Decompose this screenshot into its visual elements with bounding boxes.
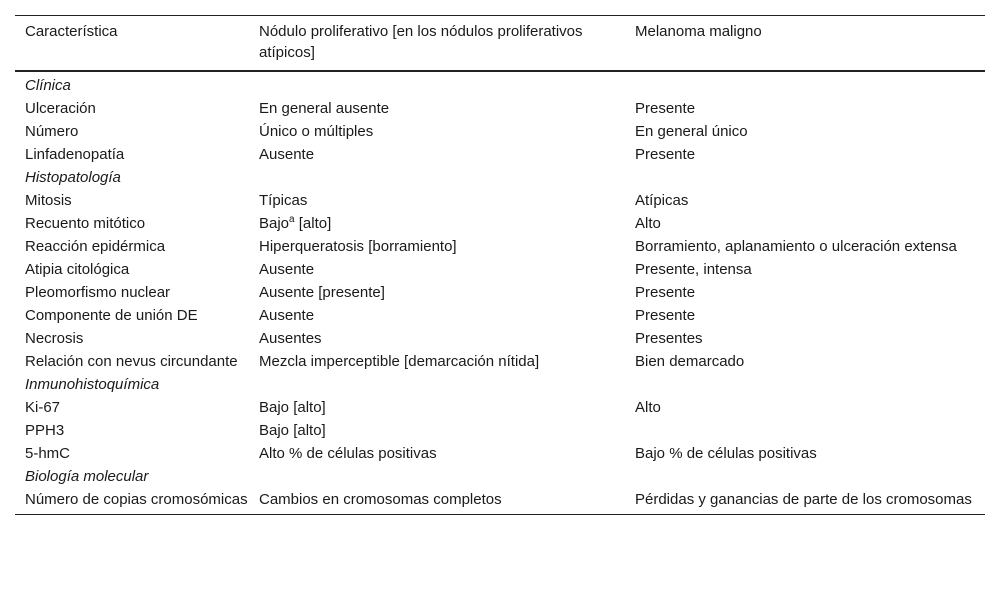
melanoma-value: Pérdidas y ganancias de parte de los cromosomas xyxy=(635,491,972,508)
melanoma-value: Presente xyxy=(635,146,696,163)
nodulo-value: Ausente [presente] xyxy=(259,284,385,301)
melanoma-value: Bajo % de células positivas xyxy=(635,445,817,462)
table-row xyxy=(15,350,985,373)
row-label: Necrosis xyxy=(25,330,84,347)
nodulo-value: Hiperqueratosis [borramiento] xyxy=(259,238,457,255)
table-row xyxy=(15,212,985,235)
table-row xyxy=(15,281,985,304)
footnote-marker: a xyxy=(289,214,295,225)
row-label: 5-hmC xyxy=(25,445,71,462)
nodulo-value: Ausente xyxy=(259,146,315,163)
melanoma-value: Presente xyxy=(635,100,696,117)
section-label: Inmunohistoquímica xyxy=(25,376,160,393)
table-body xyxy=(15,72,985,514)
table-row xyxy=(15,396,985,419)
table-row xyxy=(15,189,985,212)
table-row xyxy=(15,258,985,281)
table-row xyxy=(15,143,985,166)
melanoma-value: Bien demarcado xyxy=(635,353,745,370)
row-label: Linfadenopatía xyxy=(25,146,125,163)
section-row-clinica xyxy=(15,74,985,97)
row-label: Ki-67 xyxy=(25,399,61,416)
nodulo-value: Ausente xyxy=(259,261,315,278)
section-row-histopatologia xyxy=(15,166,985,189)
nodulo-value: Alto % de células positivas xyxy=(259,445,437,462)
section-label: Histopatología xyxy=(25,169,121,186)
table-row xyxy=(15,419,985,442)
row-label: Reacción epidérmica xyxy=(25,238,166,255)
row-label: Atipia citológica xyxy=(25,261,130,278)
melanoma-value: Presente xyxy=(635,284,696,301)
row-label: Ulceración xyxy=(25,100,96,117)
nodulo-value: Mezcla imperceptible [demarcación nítida] xyxy=(259,353,540,370)
melanoma-value: Presente, intensa xyxy=(635,261,752,278)
nodulo-value: Típicas xyxy=(259,192,308,209)
section-label: Clínica xyxy=(25,77,71,94)
melanoma-value: En general único xyxy=(635,123,748,140)
table-row xyxy=(15,97,985,120)
row-label: Número xyxy=(25,123,79,140)
header-nodulo-proliferativo: Nódulo proliferativo [en los nódulos proliferativos atípicos] xyxy=(259,23,583,61)
row-label: Recuento mitótico xyxy=(25,215,146,232)
comparison-table xyxy=(15,15,985,515)
nodulo-value: Bajo [alto] xyxy=(259,399,326,416)
row-label: Componente de unión DE xyxy=(25,307,198,324)
section-row-biologia-molecular xyxy=(15,465,985,488)
nodulo-value: Cambios en cromosomas completos xyxy=(259,491,502,508)
nodulo-value: Ausentes xyxy=(259,330,322,347)
header-melanoma-maligno: Melanoma maligno xyxy=(635,23,762,40)
section-label: Biología molecular xyxy=(25,468,149,485)
nodulo-value: Único o múltiples xyxy=(259,123,374,140)
row-label: Mitosis xyxy=(25,192,72,209)
melanoma-value: Borramiento, aplanamiento o ulceración extensa xyxy=(635,238,957,255)
row-label: Pleomorfismo nuclear xyxy=(25,284,171,301)
value-bracket: [alto] xyxy=(294,215,332,232)
melanoma-value xyxy=(635,420,985,441)
melanoma-value: Alto xyxy=(635,399,661,416)
melanoma-value: Presentes xyxy=(635,330,703,347)
section-row-inmunohistoquimica xyxy=(15,373,985,396)
table-row xyxy=(15,235,985,258)
melanoma-value: Alto xyxy=(635,215,661,232)
table-header-row xyxy=(15,16,985,72)
nodulo-value: Bajo [alto] xyxy=(259,422,326,439)
nodulo-value: En general ausente xyxy=(259,100,390,117)
table-row xyxy=(15,304,985,327)
value-main: Bajo xyxy=(259,215,290,232)
nodulo-value xyxy=(259,213,635,234)
row-label: Número de copias cromosómicas xyxy=(25,491,248,508)
table-row xyxy=(15,442,985,465)
header-caracteristica: Característica xyxy=(25,23,118,40)
table-row xyxy=(15,488,985,511)
nodulo-value: Ausente xyxy=(259,307,315,324)
melanoma-value: Atípicas xyxy=(635,192,689,209)
table-row xyxy=(15,327,985,350)
melanoma-value: Presente xyxy=(635,307,696,324)
row-label: Relación con nevus circundante xyxy=(25,353,238,370)
row-label: PPH3 xyxy=(25,422,65,439)
table-row xyxy=(15,120,985,143)
